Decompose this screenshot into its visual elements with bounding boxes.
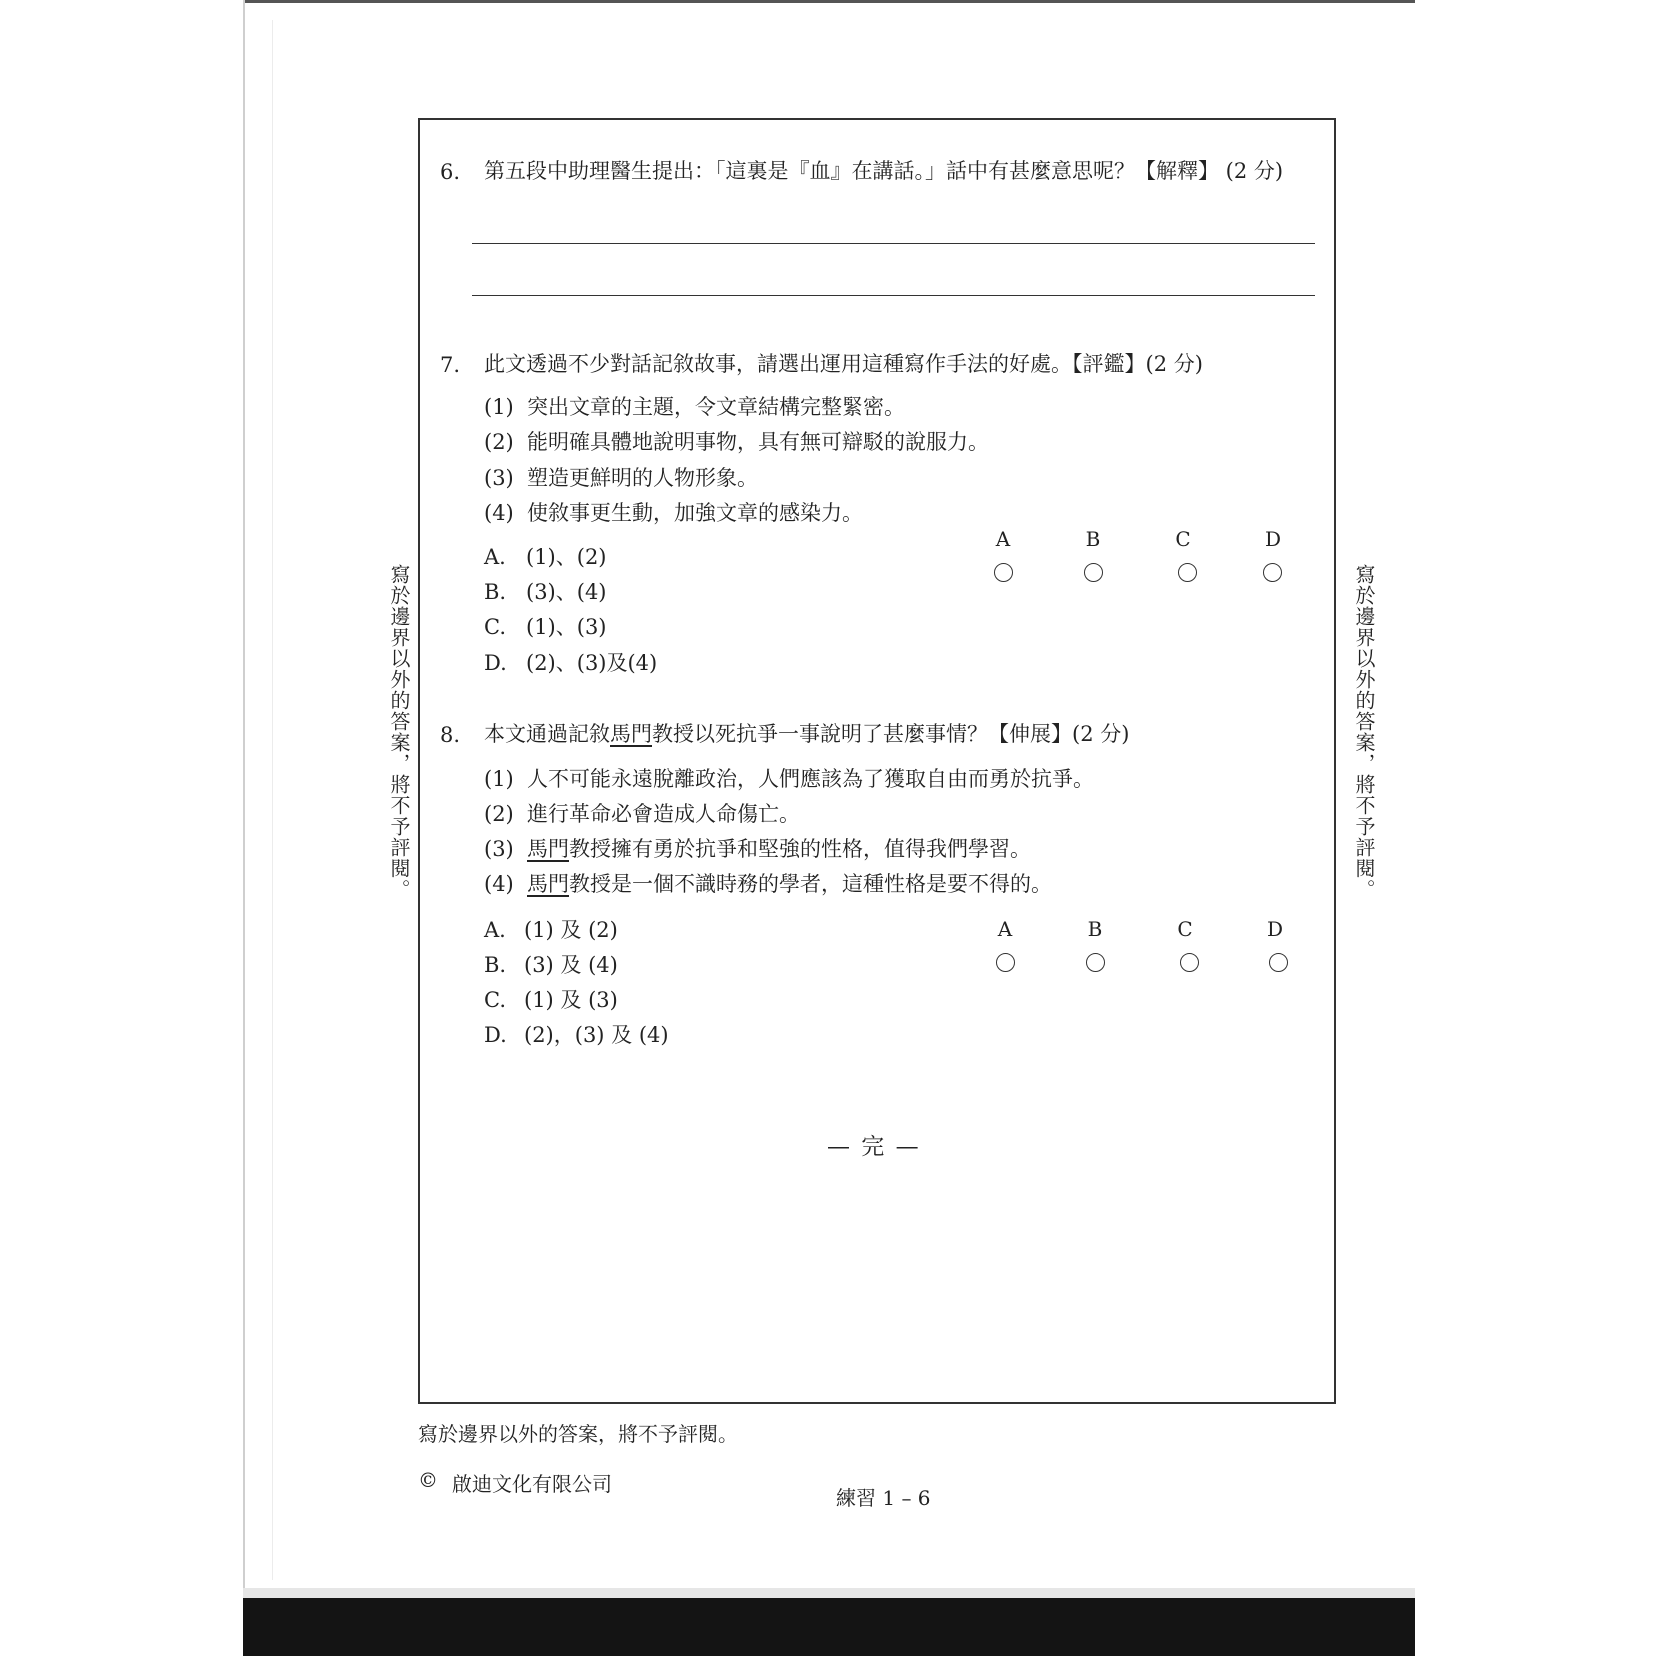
q7-statement-text: 使敘事更生動，加強文章的感染力。 [527,501,863,525]
q7-statement-number: (3) [484,466,514,490]
q7-bubble-label-a: A [995,527,1011,551]
q8-option-letter: C. [484,988,506,1012]
q7-option-letter: B. [484,580,507,604]
q8-statement-number: (2) [484,802,514,826]
q7-bubble-label-d: D [1264,527,1282,551]
scan-top-edge [245,0,1415,3]
q8-bubble-b[interactable] [1086,953,1105,972]
q8-statement-text: 馬門教授是一個不識時務的學者，這種性格是要不得的。 [527,872,1052,896]
answer-box [418,118,1336,1404]
footer-note: 寫於邊界以外的答案，將不予評閱。 [418,1422,738,1446]
q8-bubble-label-d: D [1266,917,1284,941]
answer-line-1[interactable] [472,243,1315,244]
q8-statement-number: (1) [484,767,514,791]
right-margin-note: 寫於邊界以外的答案，將不予評閱。 [1352,564,1376,900]
end-mark: — 完 — [827,1134,921,1160]
q7-statement-text: 能明確具體地說明事物，具有無可辯駁的說服力。 [527,430,989,454]
q7-bubble-a[interactable] [994,563,1013,582]
q7-option-letter: C. [484,615,506,639]
left-margin-note: 寫於邊界以外的答案，將不予評閱。 [387,564,411,900]
q7-option-text: (1)、(3) [526,615,607,639]
q7-bubble-label-c: C [1175,527,1191,551]
q8-statement-text: 進行革命必會造成人命傷亡。 [527,802,800,826]
q8-text-before: 本文通過記敘 [484,722,610,746]
publisher-name: 啟迪文化有限公司 [452,1472,612,1496]
q8-bubble-label-a: A [997,917,1013,941]
q8-option-letter: A. [484,918,506,942]
q7-option-letter: D. [484,651,507,675]
q8-bubble-a[interactable] [996,953,1015,972]
question-8-number: 8. [440,723,461,747]
q8-bubble-d[interactable] [1269,953,1288,972]
q7-bubble-label-b: B [1085,527,1101,551]
question-8-text [484,721,1129,747]
answer-line-2[interactable] [472,295,1315,296]
q7-option-text: (1)、(2) [526,545,607,569]
q7-statement-number: (2) [484,430,514,454]
q8-statement-number: (4) [484,872,514,896]
q8-bubble-label-c: C [1177,917,1193,941]
question-6-text: 第五段中助理醫生提出：「這裏是『血』在講話。」話中有甚麼意思呢？【解釋】 (2 分) [484,159,1284,183]
q8-statement-text: 馬門教授擁有勇於抗爭和堅強的性格，值得我們學習。 [527,837,1031,861]
q7-statement-number: (4) [484,501,514,525]
q7-bubble-d[interactable] [1263,563,1282,582]
q8-bubble-label-b: B [1087,917,1103,941]
question-6-number: 6. [440,160,461,184]
q7-bubble-c[interactable] [1178,563,1197,582]
q7-option-letter: A. [484,545,506,569]
q8-option-letter: B. [484,953,507,977]
q8-statement-number: (3) [484,837,514,861]
q7-statement-text: 突出文章的主題，令文章結構完整緊密。 [527,395,905,419]
q8-option-text: (1) 及 (3) [524,988,618,1012]
q8-text-after: 教授以死抗爭一事說明了甚麼事情？【伸展】(2 分) [652,722,1130,746]
q8-bubble-c[interactable] [1180,953,1199,972]
q7-bubble-b[interactable] [1084,563,1103,582]
question-7-number: 7. [440,353,461,377]
q8-name-underlined: 馬門 [610,722,652,746]
scan-bottom-shadow [243,1598,1415,1656]
q8-option-letter: D. [484,1023,507,1047]
q8-option-text: (3) 及 (4) [524,953,618,977]
q8-statement-text: 人不可能永遠脫離政治，人們應該為了獲取自由而勇於抗爭。 [527,767,1094,791]
q7-option-text: (2)、(3)及(4) [526,651,658,675]
page-label: 練習 1 – 6 [836,1486,931,1510]
paper-left-edge [243,0,245,1600]
q7-option-text: (3)、(4) [526,580,607,604]
q7-statement-text: 塑造更鮮明的人物形象。 [527,466,758,490]
q8-option-text: (2)，(3) 及 (4) [524,1023,669,1047]
q8-option-text: (1) 及 (2) [524,918,618,942]
copyright-symbol: © [418,1468,438,1492]
q7-statement-number: (1) [484,395,514,419]
question-7-text: 此文透過不少對話記敘故事，請選出運用這種寫作手法的好處。【評鑑】(2 分) [484,352,1203,376]
paper-inner-edge [272,20,273,1580]
